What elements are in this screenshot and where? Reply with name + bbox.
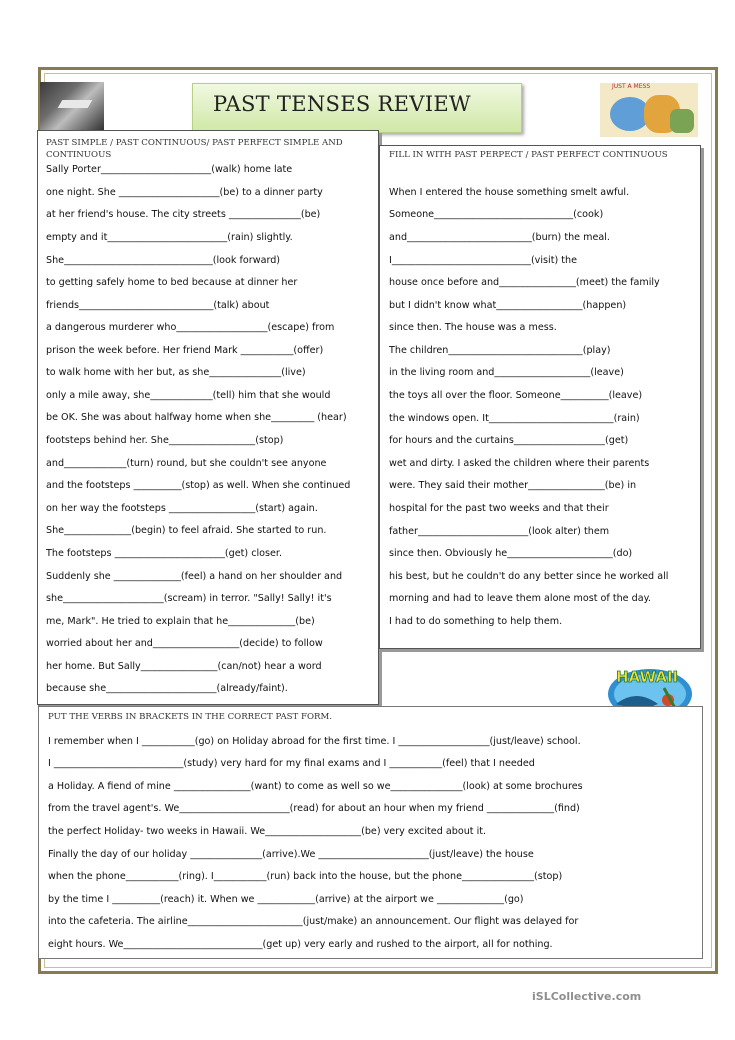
text-line: I had to do something to help them. xyxy=(389,616,563,627)
text-line: Suddenly she ______________(feel) a hand on her shoulder and xyxy=(46,571,343,582)
exercise-box-past-simple xyxy=(37,130,379,705)
text-line: Sally Porter_______________________(walk) home late xyxy=(46,164,293,175)
text-line: prison the week before. Her friend Mark ___________(offer) xyxy=(46,345,324,356)
text-line: Finally the day of our holiday _______________(arrive).We _______________________(just/leave) the house xyxy=(48,849,534,860)
text-line: but I didn't know what__________________(happen) xyxy=(389,300,627,311)
text-line: footsteps behind her. She__________________(stop) xyxy=(46,435,284,446)
text-line: The footsteps _______________________(get) closer. xyxy=(46,548,283,559)
text-line: friends____________________________(talk) about xyxy=(46,300,270,311)
text-line: the toys all over the floor. Someone__________(leave) xyxy=(389,390,643,401)
text-line: only a mile away, she_____________(tell) him that she would xyxy=(46,390,331,401)
text-line: and the footsteps __________(stop) as well. When she continued xyxy=(46,480,351,491)
text-line: and_____________(turn) round, but she couldn't see anyone xyxy=(46,458,327,469)
text-line: into the cafeteria. The airline________________________(just/make) an announcement. Our flight was delayed for xyxy=(48,916,579,927)
text-line: because she_______________________(already/faint). xyxy=(46,683,288,694)
page-title: PAST TENSES REVIEW xyxy=(213,92,471,116)
text-line: in the living room and____________________(leave) xyxy=(389,367,624,378)
text-line: house once before and________________(meet) the family xyxy=(389,277,660,288)
text-line: hospital for the past two weeks and that their xyxy=(389,503,609,514)
text-line: morning and had to leave them alone most of the day. xyxy=(389,593,651,604)
text-line: her home. But Sally________________(can/not) hear a word xyxy=(46,661,322,672)
footer-watermark: iSLCollective.com xyxy=(532,990,642,1003)
text-line: the perfect Holiday- two weeks in Hawaii. We____________________(be) very excited about it. xyxy=(48,826,487,837)
text-line: be OK. She was about halfway home when she_________ (hear) xyxy=(46,412,347,423)
text-line: were. They said their mother________________(be) in xyxy=(389,480,637,491)
text-line: When I entered the house something smelt awful. xyxy=(389,187,630,198)
text-line: father_______________________(look alter) them xyxy=(389,526,610,537)
text-line: the windows open. It__________________________(rain) xyxy=(389,413,640,424)
text-line: when the phone___________(ring). I___________(run) back into the house, but the phone_______________(stop) xyxy=(48,871,563,882)
text-line: The children____________________________(play) xyxy=(389,345,611,356)
text-line: and__________________________(burn) the meal. xyxy=(389,232,610,243)
mess-cartoon xyxy=(600,83,698,137)
text-line: from the travel agent's. We_______________________(read) for about an hour when my friend ______________(find) xyxy=(48,803,580,814)
text-line: since then. Obviously he______________________(do) xyxy=(389,548,633,559)
street-photo xyxy=(40,82,104,132)
text-line: me, Mark". He tried to explain that he______________(be) xyxy=(46,616,315,627)
text-line: Someone_____________________________(cook) xyxy=(389,209,604,220)
title-banner xyxy=(192,83,522,133)
text-line: empty and it_________________________(rain) slightly. xyxy=(46,232,293,243)
hawaii-label: HAWAII xyxy=(616,668,679,686)
exercise-box-past-form xyxy=(38,706,703,959)
text-line: I remember when I ___________(go) on Holiday abroad for the first time. I ___________________(just/leave) school. xyxy=(48,736,581,747)
text-line: She______________(begin) to feel afraid. She started to run. xyxy=(46,525,327,536)
section1-heading: PAST SIMPLE / PAST CONTINUOUS/ PAST PERFECT SIMPLE AND CONTINUOUS xyxy=(46,138,343,160)
text-line: worried about her and__________________(decide) to follow xyxy=(46,638,323,649)
text-line: She_______________________________(look forward) xyxy=(46,255,281,266)
text-line: she_____________________(scream) in terror. "Sally! Sally! it's xyxy=(46,593,332,604)
text-line: a Holiday. A fiend of mine ________________(want) to come as well so we_______________(look) at some brochures xyxy=(48,781,583,792)
exercise-box-past-perfect xyxy=(379,145,701,649)
text-line: his best, but he couldn't do any better since he worked all xyxy=(389,571,669,582)
text-line: to getting safely home to bed because at dinner her xyxy=(46,277,298,288)
text-line: I_____________________________(visit) the xyxy=(389,255,577,266)
text-line: for hours and the curtains___________________(get) xyxy=(389,435,629,446)
section2-heading: FILL IN WITH PAST PERPECT / PAST PERFECT CONTINUOUS xyxy=(389,150,668,160)
text-line: since then. The house was a mess. xyxy=(389,322,557,333)
text-line: to walk home with her but, as she_______________(live) xyxy=(46,367,306,378)
text-line: one night. She _____________________(be) to a dinner party xyxy=(46,187,323,198)
section3-heading: PUT THE VERBS IN BRACKETS IN THE CORRECT PAST FORM. xyxy=(48,712,333,722)
text-line: a dangerous murderer who___________________(escape) from xyxy=(46,322,335,333)
text-line: eight hours. We_____________________________(get up) very early and rushed to the airport, all for nothing. xyxy=(48,939,553,950)
text-line: on her way the footsteps __________________(start) again. xyxy=(46,503,318,514)
text-line: I ___________________________(study) very hard for my final exams and I ___________(feel) that I needed xyxy=(48,758,535,769)
text-line: by the time I __________(reach) it. When we ____________(arrive) at the airport we ______________(go) xyxy=(48,894,524,905)
cartoon-caption: JUST A MESS xyxy=(612,83,651,90)
text-line: wet and dirty. I asked the children where their parents xyxy=(389,458,650,469)
text-line: at her friend's house. The city streets _______________(be) xyxy=(46,209,321,220)
